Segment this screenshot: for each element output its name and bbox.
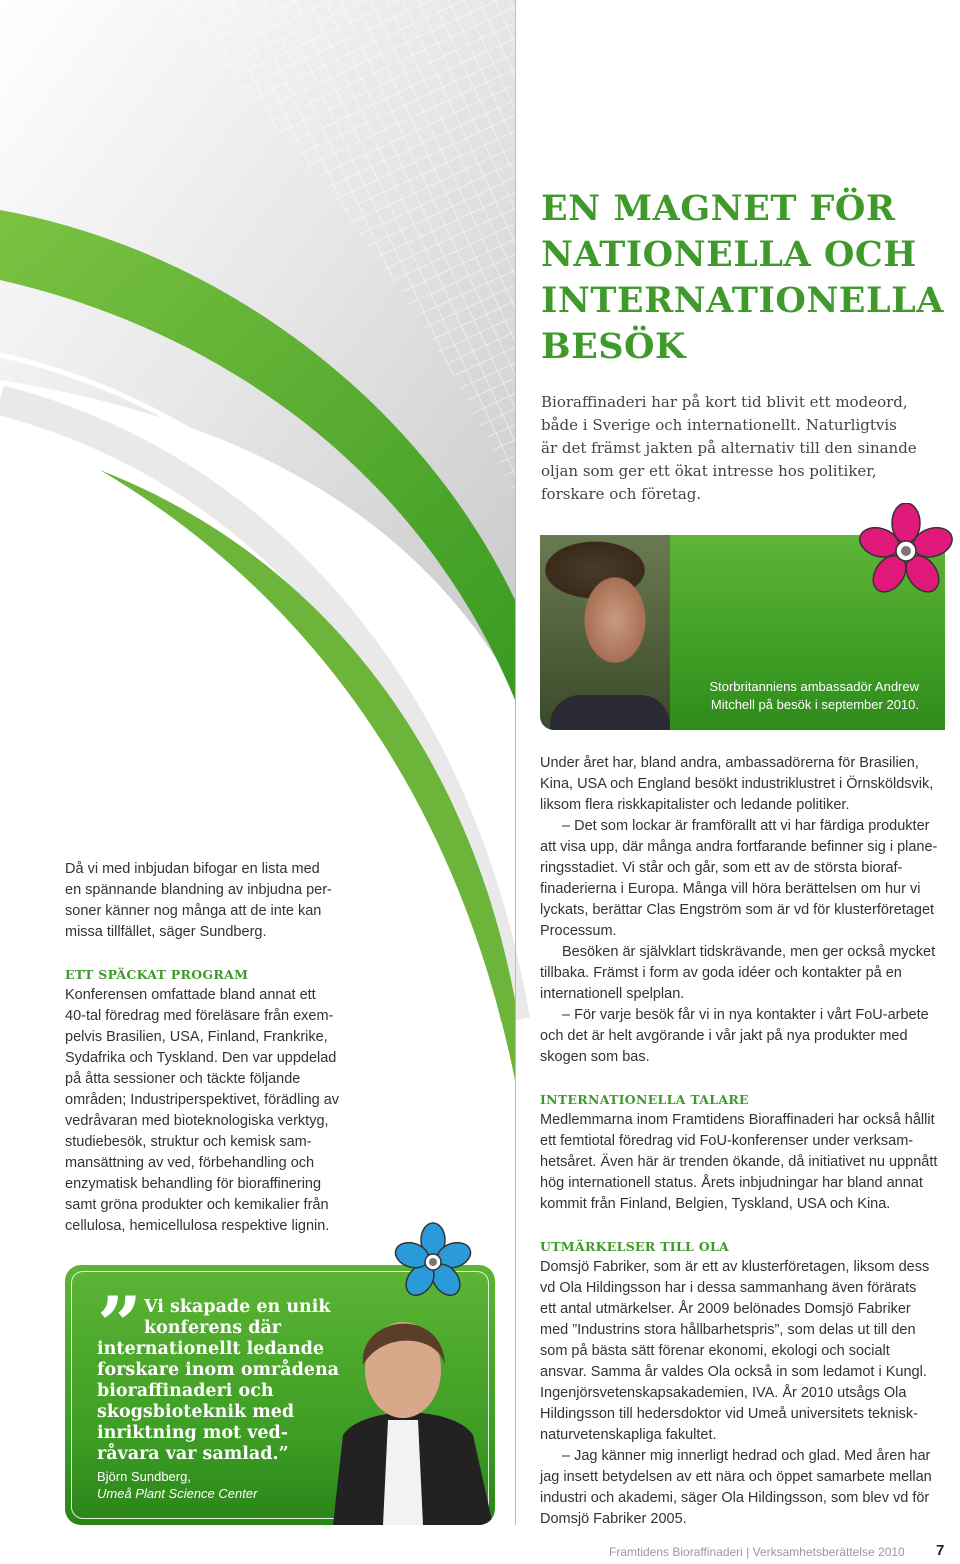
paragraph-line: med ”Industrins stora hållbarhetspris”, som delas ut till den	[540, 1322, 916, 1338]
paragraph-line: liksom flera riskkapitalister och ledande politiker.	[540, 797, 850, 813]
section-heading	[65, 964, 365, 985]
quote-mark-icon: ”	[97, 1280, 142, 1371]
intro-line: oljan som ger ett ökat intresse hos politiker,	[541, 462, 877, 480]
spacer	[65, 943, 365, 964]
paragraph-line: kommit från Finland, Belgien, Tyskland, USA och Kina.	[540, 1196, 891, 1212]
paragraph-line: soner känner nog många att de inte kan	[65, 903, 322, 919]
paragraph-line: Konferensen omfattade bland annat ett	[65, 987, 316, 1003]
caption-line: Storbritanniens ambassadör Andrew	[709, 679, 919, 694]
blue-flower-icon	[385, 1220, 481, 1300]
column-divider	[515, 0, 516, 1525]
paragraph-line: enzymatisk behandling för bioraffinering	[65, 1176, 322, 1192]
paragraph-line: vd Ola Hildingsson har i dessa sammanhang även förärats	[540, 1280, 917, 1296]
paragraph	[540, 1005, 950, 1068]
quote-line: Vi skapade en unik	[144, 1297, 331, 1317]
paragraph-line: Domsjö Fabriker, som är ett av klusterföretagen, liksom dess	[540, 1259, 930, 1275]
paragraph-line: Ingenjörsvetenskapsakademien, IVA. År 2010 utsågs Ola	[540, 1385, 907, 1401]
paragraph	[540, 1257, 950, 1446]
caption-line: Mitchell på besök i september 2010.	[710, 697, 919, 712]
paragraph-line: områden; Industriperspektivet, förädling av	[65, 1092, 340, 1108]
right-column-text	[540, 753, 950, 1530]
paragraph-line: Medlemmarna inom Framtidens Bioraffinaderi har också hållit	[540, 1112, 935, 1128]
footer-publication: Framtidens Bioraffinaderi | Verksamhetsberättelse 2010	[609, 1545, 905, 1559]
paragraph	[540, 942, 950, 1005]
quote-line: internationellt ledande	[97, 1339, 325, 1359]
section-heading	[540, 1089, 950, 1110]
paragraph-line: Då vi med inbjudan bifogar en lista med	[65, 861, 320, 877]
paragraph-line: studiebesök, struktur och kemisk sam-	[65, 1134, 312, 1150]
paragraph-line: jag insett betydelsen av ett nära och öppet samarbete mellan	[540, 1469, 932, 1485]
paragraph-line: ett femtiotal föredrag vid FoU-konferenser under verksam-	[540, 1133, 914, 1149]
paragraph-line: lyckats, berättar Clas Engström som är vd för klusterföretaget	[540, 902, 935, 918]
heading-text: INTERNATIONELLA TALARE	[540, 1092, 749, 1107]
bjorn-sundberg-photo	[323, 1295, 493, 1525]
title-line: BESÖK	[541, 326, 686, 367]
paragraph-line: att visa upp, där många andra fortfarande befinner sig i plane-	[540, 839, 938, 855]
paragraph	[540, 816, 950, 942]
intro-line: forskare och företag.	[541, 485, 702, 503]
paragraph-line: – För varje besök får vi in nya kontakter i vårt FoU-arbete	[562, 1007, 929, 1023]
intro-line: både i Sverige och internationellt. Naturligtvis	[541, 416, 897, 434]
paragraph-line: Under året har, bland andra, ambassadörerna för Brasilien,	[540, 755, 919, 771]
paragraph	[540, 1110, 950, 1215]
intro-line: Bioraffinaderi har på kort tid blivit ett modeord,	[541, 393, 908, 411]
paragraph-line: som på bästa sätt förenar ekonomi, ekologi och socialt	[540, 1343, 890, 1359]
intro-paragraph	[541, 391, 917, 506]
title-line: INTERNATIONELLA	[541, 280, 944, 321]
paragraph-line: internationell spelplan.	[540, 986, 685, 1002]
section-heading	[540, 1236, 950, 1257]
paragraph-line: finaderierna i Europa. Många vill höra berättelsen om hur vi	[540, 881, 921, 897]
pink-flower-icon	[848, 503, 960, 599]
paragraph-line: en spännande blandning av inbjudna per-	[65, 882, 332, 898]
quote-line: råvara var samlad.”	[97, 1444, 289, 1464]
paragraph-line: pelvis Brasilien, USA, Finland, Frankrike,	[65, 1029, 328, 1045]
intro-line: är det främst jakten på alternativ till den sinande	[541, 439, 917, 457]
paragraph-line: Hildingsson till hedersdoktor vid Umeå universitets teknisk-	[540, 1406, 918, 1422]
paragraph-line: ansvar. Samma år valdes Ola också in som ledamot i Kungl.	[540, 1364, 927, 1380]
paragraph-line: 40-tal föredrag med föreläsare från exem-	[65, 1008, 334, 1024]
paragraph-line: vedråvaran med bioteknologiska verktyg,	[65, 1113, 329, 1129]
quote-author-organization: Umeå Plant Science Center	[97, 1486, 258, 1501]
quote-line: bioraffinaderi och	[97, 1381, 274, 1401]
paragraph	[65, 985, 365, 1237]
paragraph-line: naturvetenskapliga fakultet.	[540, 1427, 717, 1443]
heading-text: ETT SPÄCKAT PROGRAM	[65, 967, 249, 982]
paragraph-line: Sydafrika och Tyskland. Den var uppdelad	[65, 1050, 337, 1066]
title-line: NATIONELLA OCH	[541, 234, 917, 275]
quote-line: konferens där	[144, 1318, 282, 1338]
paragraph-line: ringsstadiet. Vi står och går, som ett av de största bioraf-	[540, 860, 903, 876]
title-line: EN MAGNET FÖR	[541, 188, 896, 229]
paragraph	[540, 1446, 950, 1530]
quote-line: forskare inom områdena	[97, 1360, 340, 1380]
paragraph	[65, 859, 365, 943]
quote-line: inriktning mot ved-	[97, 1423, 289, 1443]
paragraph-line: hög internationell status. Årets inbjudningar har bland annat	[540, 1175, 923, 1191]
paragraph-line: tillbaka. Främst i form av goda idéer och kontakter på en	[540, 965, 902, 981]
quote-box	[65, 1265, 495, 1525]
paragraph-line: Domsjö Fabriker 2005.	[540, 1511, 687, 1527]
page-title	[541, 186, 944, 370]
paragraph-line: Besöken är självklart tidskrävande, men ger också mycket	[562, 944, 936, 960]
paragraph-line: industri och akademi, säger Ola Hildingsson, som blev vd för	[540, 1490, 930, 1506]
paragraph-line: ett antal utmärkelser. År 2009 belönades Domsjö Fabriker	[540, 1301, 911, 1317]
paragraph	[540, 753, 950, 816]
paragraph-line: cellulosa, hemicellulosa respektive lignin.	[65, 1218, 330, 1234]
paragraph-line: samt gröna produkter och kemikalier från	[65, 1197, 329, 1213]
paragraph-line: på åtta sessioner och täckte följande	[65, 1071, 301, 1087]
paragraph-line: – Jag känner mig innerligt hedrad och glad. Med åren har	[562, 1448, 931, 1464]
spacer	[540, 1068, 950, 1089]
left-column-text	[65, 859, 365, 1237]
photo-caption	[709, 678, 919, 714]
paragraph-line: Kina, USA och England besökt industriklustret i Örnsköldsvik,	[540, 776, 934, 792]
heading-text: UTMÄRKELSER TILL OLA	[540, 1239, 730, 1254]
quote-line: skogsbioteknik med	[97, 1402, 295, 1422]
spacer	[540, 1215, 950, 1236]
paragraph-line: mansättning av ved, förbehandling och	[65, 1155, 315, 1171]
paragraph-line: – Det som lockar är framförallt att vi har färdiga produkter	[562, 818, 930, 834]
quote-text	[97, 1297, 339, 1465]
paragraph-line: skogen som bas.	[540, 1049, 650, 1065]
paragraph-line: och det är helt avgörande i vår jakt på nya produkter med	[540, 1028, 908, 1044]
paragraph-line: hetsåret. Även här är trenden ökande, då initiativet nu uppnått	[540, 1154, 938, 1170]
ambassador-suit	[550, 695, 670, 730]
page-number: 7	[936, 1542, 945, 1559]
paragraph-line: missa tillfället, säger Sundberg.	[65, 924, 267, 940]
quote-author: Björn Sundberg,	[97, 1469, 191, 1484]
paragraph-line: Processum.	[540, 923, 617, 939]
